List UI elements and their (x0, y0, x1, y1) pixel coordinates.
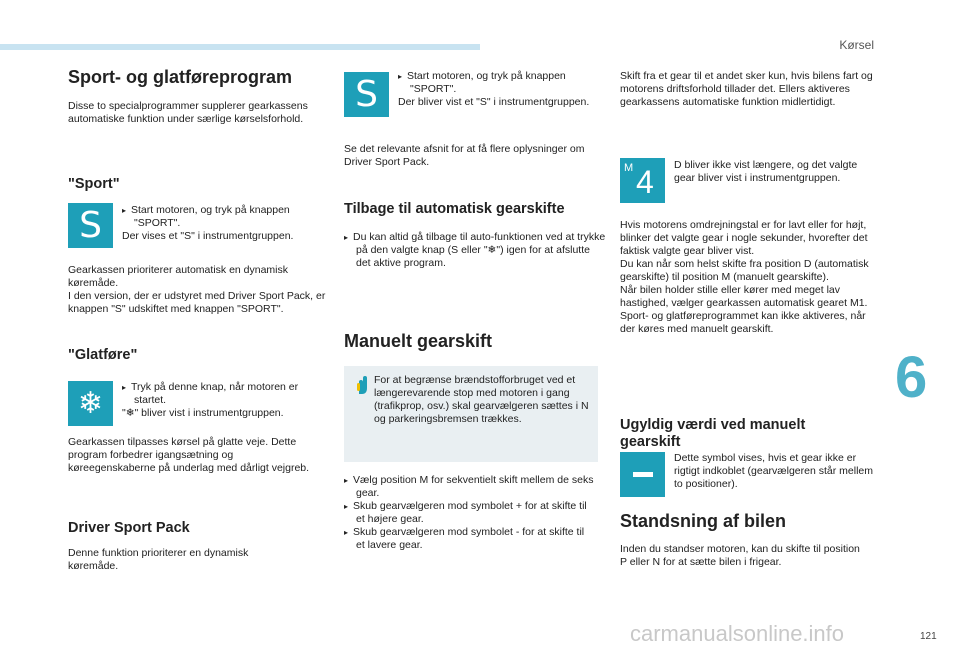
intro-text: Disse to specialprogrammer supplerer gearkassens automatiske funktion under særlige kørselsforhold. (68, 100, 308, 125)
glat-heading: "Glatføre" (68, 347, 138, 363)
dsp-heading: Driver Sport Pack (68, 520, 190, 536)
manual-step-3: ▸ Skub gearvælgeren mod symbolet - for at skifte til et lavere gear. (344, 526, 594, 552)
sport-step-2: Der vises et "S" i instrumentgruppen. (122, 230, 294, 242)
col3-p6: Sport- og glatføreprogrammet kan ikke aktiveres, når der køres med manuelt gearskift. (620, 310, 866, 335)
sport-s-icon: S (68, 203, 113, 248)
stop-text: Inden du standser motoren, kan du skifte til position P eller N for at sætte bilen i frigear. (620, 543, 860, 568)
col3-p4: Du kan når som helst skifte fra position D (automatisk gearskifte) til position M (manuelt gearskifte). (620, 258, 869, 283)
info-box (344, 366, 598, 462)
col3-p1: Skift fra et gear til et andet sker kun, hvis bilens fart og motorens driftsforhold tillader det. Ellers aktiveres gearkassens automatiske funktion midlertidigt. (620, 70, 873, 108)
glat-steps (122, 381, 322, 420)
glat-step-1: ▸ Tryk på denne knap, når motoren er startet. (122, 381, 322, 407)
sport-text-2: I den version, der er udstyret med Driver Sport Pack, er knappen "S" udskiftet med knappen "SPORT". (68, 290, 326, 315)
dsp-text: Denne funktion prioriterer en dynamisk køremåde. (68, 547, 249, 572)
manual-step-1: ▸ Vælg position M for sekventielt skift mellem de seks gear. (344, 474, 594, 500)
gear-number-label: 4 (636, 164, 654, 200)
col3-p3: Hvis motorens omdrejningstal er for lavt eller for højt, blinker det valgte gear i nogle sekunder, hvorefter det faktisk valgte gear bliver vist. (620, 219, 868, 257)
column-1 (68, 66, 328, 126)
sport-text-block (68, 264, 328, 316)
section-title: Kørsel (839, 38, 874, 52)
manual-steps (344, 474, 594, 552)
invalid-heading: Ugyldig værdi ved manuelt gearskift (620, 417, 806, 450)
gear-m-label: M (624, 162, 634, 174)
glat-step-2: "❄" bliver vist i instrumentgruppen. (122, 407, 284, 419)
col2-steps (398, 70, 598, 109)
sport-glat-title: Sport- og glatføreprogram (68, 67, 292, 87)
snowflake-icon: ❄ (68, 381, 113, 426)
watermark: carmanualsonline.info (630, 621, 845, 646)
dash-icon (620, 452, 665, 497)
sport-button-icon: S (344, 72, 389, 117)
col3-block (620, 219, 875, 336)
sport-text: Gearkassen prioriterer automatisk en dynamisk køremåde. (68, 264, 289, 289)
col3-p2: D bliver ikke vist længere, og det valgte gear bliver vist i instrumentgruppen. (674, 159, 858, 184)
info-text: For at begrænse brændstofforbruget ved et længerevarende stop med motoren i gang (trafikprop, osv.) skal gearvælgeren sættes i N og parkeringsbremsen trækkes. (374, 374, 589, 425)
sport-step-1: ▸ Start motoren, og tryk på knappen "SPORT". (122, 204, 322, 230)
stop-title: Standsning af bilen (620, 511, 787, 531)
manual-title: Manuelt gearskift (344, 331, 493, 351)
manual-step-2: ▸ Skub gearvælgeren mod symbolet + for at skifte til et højere gear. (344, 500, 594, 526)
header-bar (0, 44, 480, 50)
page-number: 121 (920, 631, 937, 642)
hand-info-icon (354, 374, 368, 396)
col2-step-2: Der bliver vist et "S" i instrumentgruppen. (398, 96, 590, 108)
col3-p5: Når bilen holder stille eller kører med meget lav hastighed, vælger gearkassen automatisk gearet M1. (620, 284, 868, 309)
col2-step-1: ▸ Start motoren, og tryk på knappen "SPORT". (398, 70, 598, 96)
sport-steps (122, 204, 322, 243)
back-heading: Tilbage til automatisk gearskifte (344, 201, 565, 217)
sport-heading: "Sport" (68, 176, 120, 192)
chapter-number: 6 (895, 345, 928, 410)
back-text: ▸ Du kan altid gå tilbage til auto-funktionen ved at trykke på den valgte knap (S eller "❄") igen for at afslutte det aktive program. (344, 231, 606, 270)
invalid-text: Dette symbol vises, hvis et gear ikke er rigtigt indkoblet (gearvælgeren står mellem to positioner). (674, 452, 874, 490)
gear-m4-icon (620, 158, 665, 203)
see-also-text: Se det relevante afsnit for at få flere oplysninger om Driver Sport Pack. (344, 143, 585, 168)
glat-text: Gearkassen tilpasses kørsel på glatte veje. Dette program forbedrer igangsætning og køreegenskaberne på underlag med dårligt vejgreb. (68, 436, 310, 474)
